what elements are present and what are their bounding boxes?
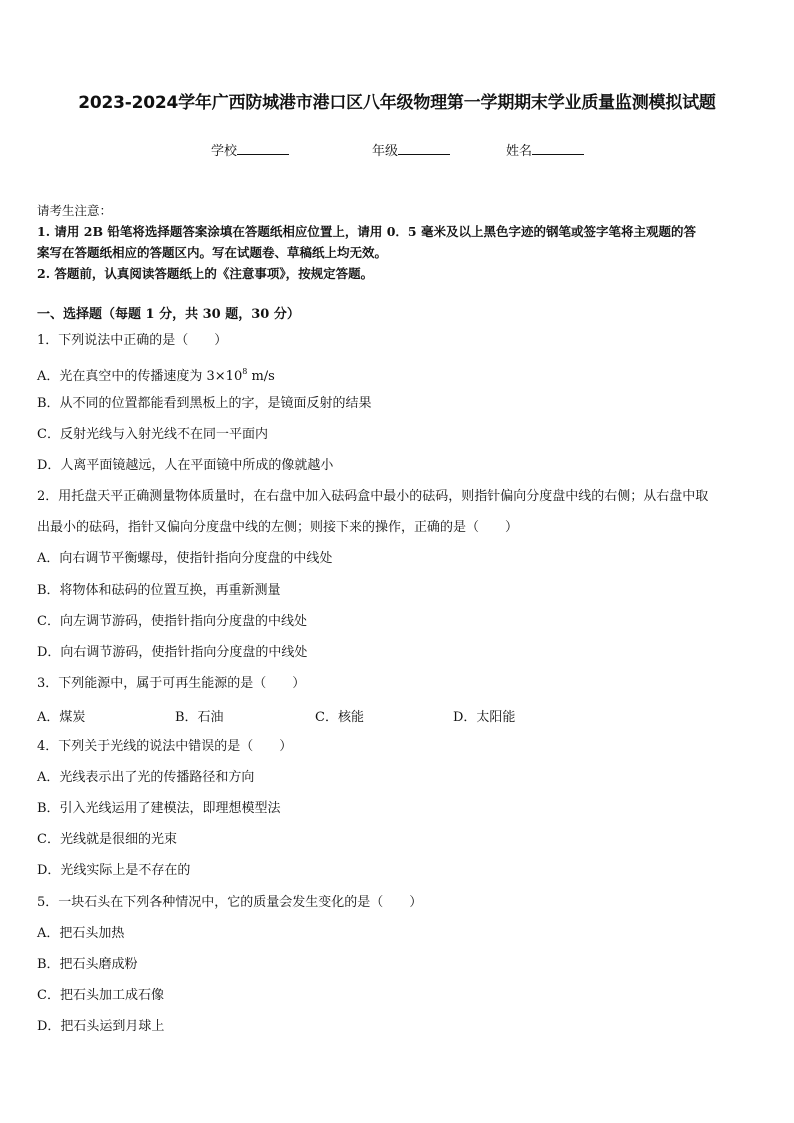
- question-2-stem-line-1: 2．用托盘天平正确测量物体质量时，在右盘中加入砝码盒中最小的砝码，则指针偏向分度盘中线的右侧；从右盘中取: [37, 489, 709, 504]
- school-field: [211, 140, 289, 159]
- question-2-option-b: B．将物体和砝码的位置互换，再重新测量: [37, 583, 281, 598]
- notice-item-2: 2. 答题前，认真阅读答题纸上的《注意事项》，按规定答题。: [37, 266, 374, 281]
- notice-item-1-line-2: 案写在答题纸相应的答题区内。写在试题卷、草稿纸上均无效。: [37, 245, 388, 260]
- school-blank: [237, 142, 289, 155]
- notice-heading: 请考生注意：: [37, 203, 113, 218]
- question-2-option-c: C．向左调节游码，使指针指向分度盘的中线处: [37, 614, 307, 629]
- question-5-option-b: B．把石头磨成粉: [37, 957, 138, 972]
- question-5-stem: 5．一块石头在下列各种情况中，它的质量会发生变化的是（ ）: [37, 895, 423, 910]
- question-3-stem: 3．下列能源中，属于可再生能源的是（ ）: [37, 676, 306, 691]
- grade-label: 年级: [372, 144, 399, 159]
- grade-blank: [398, 142, 450, 155]
- name-field: [506, 140, 584, 159]
- question-4-option-b: B．引入光线运用了建模法，即理想模型法: [37, 801, 281, 816]
- question-5-option-a: A．把石头加热: [37, 926, 125, 941]
- question-1-option-b: B．从不同的位置都能看到黑板上的字，是镜面反射的结果: [37, 396, 372, 411]
- question-1-stem: 1．下列说法中正确的是（ ）: [37, 333, 228, 348]
- question-3-option-b: B．石油: [175, 710, 224, 725]
- question-4-stem: 4．下列关于光线的说法中错误的是（ ）: [37, 739, 293, 754]
- question-5-option-d: D．把石头运到月球上: [37, 1019, 165, 1034]
- name-label: 姓名: [506, 144, 533, 159]
- question-1-option-a: A．光在真空中的传播速度为 $3\times 10^8$ m/s: [37, 367, 275, 384]
- name-blank: [532, 142, 584, 155]
- question-3-option-d: D．太阳能: [453, 710, 516, 725]
- question-4-option-d: D．光线实际上是不存在的: [37, 863, 191, 878]
- question-1-option-d: D．人离平面镜越远，人在平面镜中所成的像就越小: [37, 458, 334, 473]
- question-1-option-c: C．反射光线与入射光线不在同一平面内: [37, 427, 268, 442]
- question-4-option-c: C．光线就是很细的光束: [37, 832, 177, 847]
- question-4-option-a: A．光线表示出了光的传播路径和方向: [37, 770, 255, 785]
- school-label: 学校: [211, 144, 238, 159]
- question-2-option-a: A．向右调节平衡螺母，使指针指向分度盘的中线处: [37, 551, 333, 566]
- grade-field: [372, 140, 450, 159]
- question-3-option-a: A．煤炭: [37, 710, 86, 725]
- question-2-stem-line-2: 出最小的砝码，指针又偏向分度盘中线的左侧；则接下来的操作，正确的是（ ）: [37, 520, 519, 535]
- question-3-option-c: C．核能: [315, 710, 364, 725]
- question-5-option-c: C．把石头加工成石像: [37, 988, 164, 1003]
- section-heading: 一、选择题（每题 1 分，共 30 题，30 分）: [37, 307, 300, 322]
- exam-title: 2023-2024学年广西防城港市港口区八年级物理第一学期期末学业质量监测模拟试题: [78, 93, 716, 113]
- question-2-option-d: D．向右调节游码，使指针指向分度盘的中线处: [37, 645, 308, 660]
- notice-item-1-line-1: 1. 请用 2B 铅笔将选择题答案涂填在答题纸相应位置上，请用 0．5 毫米及以上黑色字迹的钢笔或签字笔将主观题的答: [37, 224, 696, 239]
